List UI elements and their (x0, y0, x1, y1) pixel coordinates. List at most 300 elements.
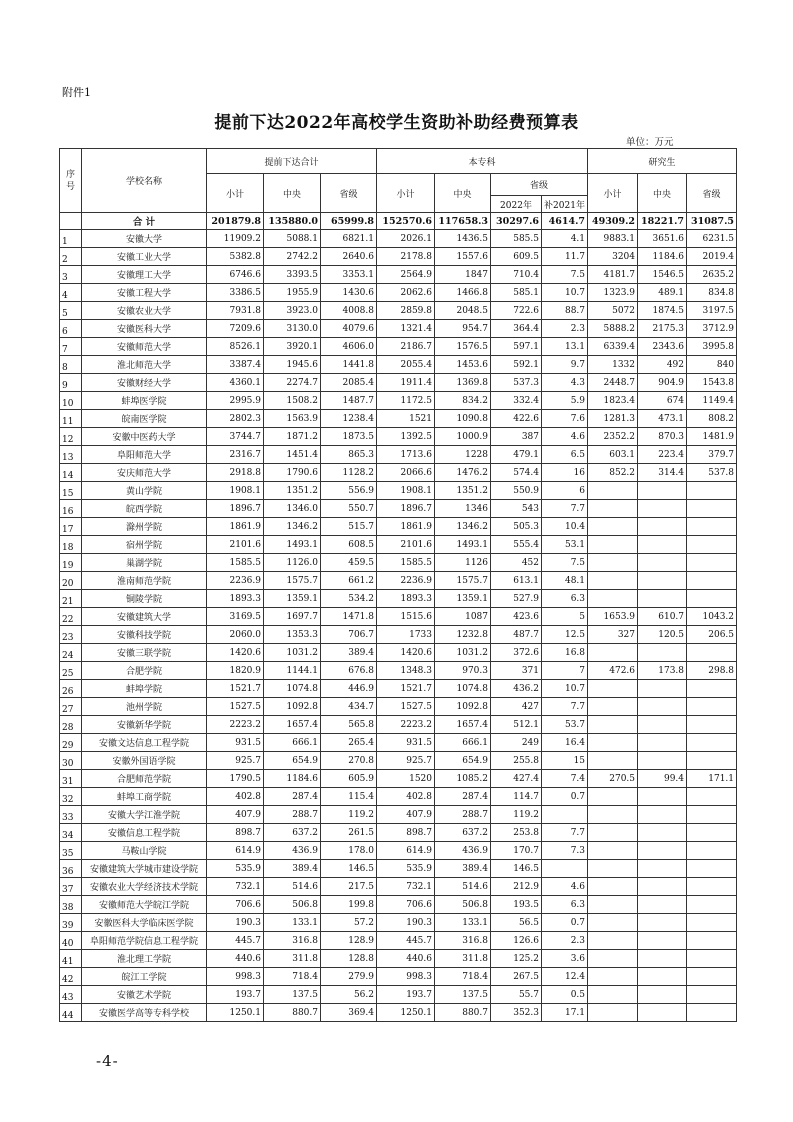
value-cell (687, 860, 737, 878)
school-name: 安徽大学 (82, 230, 207, 248)
value-cell: 1348.3 (377, 662, 435, 680)
value-cell: 427.4 (491, 770, 542, 788)
row-index: 4 (60, 284, 82, 302)
value-cell: 1520 (377, 770, 435, 788)
value-cell (638, 950, 687, 968)
value-cell: 1575.7 (435, 572, 491, 590)
value-cell (588, 842, 638, 860)
value-cell: 3204 (588, 248, 638, 266)
table-row (60, 392, 737, 410)
row-index: 10 (60, 392, 82, 410)
value-cell (687, 680, 737, 698)
value-cell: 5.9 (542, 392, 588, 410)
value-cell: 1250.1 (207, 1004, 264, 1022)
value-cell: 2186.7 (377, 338, 435, 356)
value-cell: 114.7 (491, 788, 542, 806)
value-cell: 267.5 (491, 968, 542, 986)
value-cell: 718.4 (435, 968, 491, 986)
value-cell (687, 644, 737, 662)
value-cell (542, 860, 588, 878)
value-cell: 379.7 (687, 446, 737, 464)
value-cell: 954.7 (435, 320, 491, 338)
row-index: 11 (60, 410, 82, 428)
value-cell (687, 824, 737, 842)
value-cell: 369.4 (321, 1004, 377, 1022)
value-cell: 128.8 (321, 950, 377, 968)
value-cell: 6.3 (542, 590, 588, 608)
value-cell: 931.5 (377, 734, 435, 752)
value-cell: 1861.9 (377, 518, 435, 536)
value-cell: 1090.8 (435, 410, 491, 428)
value-cell: 2062.6 (377, 284, 435, 302)
value-cell: 555.4 (491, 536, 542, 554)
value-cell: 2918.8 (207, 464, 264, 482)
table-row (60, 860, 737, 878)
value-cell: 427 (491, 698, 542, 716)
value-cell: 0.5 (542, 986, 588, 1004)
table-row (60, 806, 737, 824)
value-cell: 2175.3 (638, 320, 687, 338)
value-cell (638, 1004, 687, 1022)
value-cell: 7.5 (542, 554, 588, 572)
value-cell: 506.8 (435, 896, 491, 914)
value-cell: 389.4 (435, 860, 491, 878)
value-cell (687, 986, 737, 1004)
value-cell (588, 932, 638, 950)
value-cell (588, 572, 638, 590)
value-cell: 7931.8 (207, 302, 264, 320)
value-cell: 364.4 (491, 320, 542, 338)
value-cell (588, 698, 638, 716)
value-cell: 585.5 (491, 230, 542, 248)
school-name: 皖南医学院 (82, 410, 207, 428)
value-cell: 537.8 (687, 464, 737, 482)
value-cell: 440.6 (207, 950, 264, 968)
row-index: 23 (60, 626, 82, 644)
school-name: 安徽信息工程学院 (82, 824, 207, 842)
value-cell: 1521.7 (377, 680, 435, 698)
value-cell: 133.1 (264, 914, 321, 932)
value-cell (638, 482, 687, 500)
row-index: 22 (60, 608, 82, 626)
value-cell: 1441.8 (321, 356, 377, 374)
value-cell: 288.7 (264, 806, 321, 824)
value-cell: 15 (542, 752, 588, 770)
value-cell: 249 (491, 734, 542, 752)
value-cell: 402.8 (377, 788, 435, 806)
value-cell: 1321.4 (377, 320, 435, 338)
total-cell: 135880.0 (264, 213, 321, 230)
table-row (60, 374, 737, 392)
table-row (60, 482, 737, 500)
school-name: 蚌埠工商学院 (82, 788, 207, 806)
value-cell: 298.8 (687, 662, 737, 680)
value-cell: 1149.4 (687, 392, 737, 410)
value-cell: 489.1 (638, 284, 687, 302)
table-row (60, 590, 737, 608)
table-row (60, 878, 737, 896)
row-index: 12 (60, 428, 82, 446)
row-index: 14 (60, 464, 82, 482)
school-name: 安徽文达信息工程学院 (82, 734, 207, 752)
row-index: 18 (60, 536, 82, 554)
header-total-subtotal: 小计 (207, 174, 264, 213)
row-index: 13 (60, 446, 82, 464)
value-cell: 279.9 (321, 968, 377, 986)
value-cell: 609.5 (491, 248, 542, 266)
value-cell: 1487.7 (321, 392, 377, 410)
value-cell: 137.5 (264, 986, 321, 1004)
value-cell: 2236.9 (377, 572, 435, 590)
row-index: 43 (60, 986, 82, 1004)
row-index: 44 (60, 1004, 82, 1022)
value-cell: 3651.6 (638, 230, 687, 248)
value-cell: 610.7 (638, 608, 687, 626)
value-cell: 592.1 (491, 356, 542, 374)
school-name: 安徽医科大学临床医学院 (82, 914, 207, 932)
value-cell: 1074.8 (264, 680, 321, 698)
value-cell: 270.5 (588, 770, 638, 788)
value-cell: 436.9 (264, 842, 321, 860)
value-cell: 11.7 (542, 248, 588, 266)
school-name: 安徽医学高等专科学校 (82, 1004, 207, 1022)
value-cell: 706.6 (377, 896, 435, 914)
table-row (60, 230, 737, 248)
value-cell: 473.1 (638, 410, 687, 428)
value-cell: 487.7 (491, 626, 542, 644)
value-cell: 223.4 (638, 446, 687, 464)
value-cell: 3387.4 (207, 356, 264, 374)
value-cell: 389.4 (264, 860, 321, 878)
value-cell: 2066.6 (377, 464, 435, 482)
value-cell: 4079.6 (321, 320, 377, 338)
value-cell: 4008.8 (321, 302, 377, 320)
value-cell: 1543.8 (687, 374, 737, 392)
value-cell: 1908.1 (207, 482, 264, 500)
value-cell: 970.3 (435, 662, 491, 680)
value-cell: 17.1 (542, 1004, 588, 1022)
table-row (60, 608, 737, 626)
value-cell: 99.4 (638, 770, 687, 788)
total-cell: 152570.6 (377, 213, 435, 230)
value-cell (588, 824, 638, 842)
value-cell: 88.7 (542, 302, 588, 320)
school-name: 阜阳师范学院信息工程学院 (82, 932, 207, 950)
value-cell: 1521.7 (207, 680, 264, 698)
value-cell: 445.7 (377, 932, 435, 950)
table-row (60, 698, 737, 716)
budget-table (59, 148, 737, 1022)
value-cell: 505.3 (491, 518, 542, 536)
value-cell (638, 554, 687, 572)
value-cell (588, 968, 638, 986)
value-cell: 1790.5 (207, 770, 264, 788)
value-cell: 206.5 (687, 626, 737, 644)
value-cell: 3353.1 (321, 266, 377, 284)
value-cell: 535.9 (207, 860, 264, 878)
value-cell: 1945.6 (264, 356, 321, 374)
header-index: 序 号 (60, 149, 82, 213)
row-index: 32 (60, 788, 82, 806)
value-cell: 2564.9 (377, 266, 435, 284)
value-cell: 7.6 (542, 410, 588, 428)
value-cell: 7.5 (542, 266, 588, 284)
value-cell: 119.2 (491, 806, 542, 824)
value-cell: 1893.3 (207, 590, 264, 608)
value-cell: 2274.7 (264, 374, 321, 392)
value-cell: 1420.6 (207, 644, 264, 662)
value-cell: 422.6 (491, 410, 542, 428)
value-cell: 1585.5 (207, 554, 264, 572)
value-cell: 1353.3 (264, 626, 321, 644)
value-cell: 8526.1 (207, 338, 264, 356)
value-cell: 1172.5 (377, 392, 435, 410)
value-cell: 287.4 (264, 788, 321, 806)
value-cell: 9883.1 (588, 230, 638, 248)
table-row (60, 464, 737, 482)
value-cell: 3712.9 (687, 320, 737, 338)
value-cell (687, 500, 737, 518)
value-cell: 1074.8 (435, 680, 491, 698)
value-cell: 1563.9 (264, 410, 321, 428)
value-cell: 1733 (377, 626, 435, 644)
value-cell: 1521 (377, 410, 435, 428)
value-cell: 217.5 (321, 878, 377, 896)
value-cell: 1126.0 (264, 554, 321, 572)
value-cell: 565.8 (321, 716, 377, 734)
row-index: 36 (60, 860, 82, 878)
value-cell: 314.4 (638, 464, 687, 482)
school-name: 淮南师范学院 (82, 572, 207, 590)
school-name: 安徽大学江淮学院 (82, 806, 207, 824)
value-cell: 556.9 (321, 482, 377, 500)
value-cell: 3.6 (542, 950, 588, 968)
value-cell: 2448.7 (588, 374, 638, 392)
table-row (60, 734, 737, 752)
header-year-2022: 2022年 (491, 196, 542, 213)
table-row (60, 428, 737, 446)
value-cell: 1359.1 (264, 590, 321, 608)
value-cell: 190.3 (377, 914, 435, 932)
school-name: 滁州学院 (82, 518, 207, 536)
table-row (60, 770, 737, 788)
header-group-grad: 研究生 (588, 149, 737, 174)
value-cell: 4.1 (542, 230, 588, 248)
value-cell: 1332 (588, 356, 638, 374)
school-name: 阜阳师范大学 (82, 446, 207, 464)
value-cell (687, 788, 737, 806)
school-name: 马鞍山学院 (82, 842, 207, 860)
value-cell: 4360.1 (207, 374, 264, 392)
value-cell: 834.8 (687, 284, 737, 302)
value-cell: 170.7 (491, 842, 542, 860)
value-cell: 1653.9 (588, 608, 638, 626)
value-cell: 6746.6 (207, 266, 264, 284)
value-cell (638, 518, 687, 536)
value-cell: 506.8 (264, 896, 321, 914)
value-cell: 7 (542, 662, 588, 680)
value-cell: 898.7 (377, 824, 435, 842)
value-cell: 585.1 (491, 284, 542, 302)
school-name: 池州学院 (82, 698, 207, 716)
value-cell: 1896.7 (377, 500, 435, 518)
value-cell: 1873.5 (321, 428, 377, 446)
row-index: 34 (60, 824, 82, 842)
value-cell: 11909.2 (207, 230, 264, 248)
value-cell: 1250.1 (377, 1004, 435, 1022)
header-ug-central: 中央 (435, 174, 491, 213)
value-cell: 865.3 (321, 446, 377, 464)
value-cell: 126.6 (491, 932, 542, 950)
value-cell: 1697.7 (264, 608, 321, 626)
value-cell (588, 914, 638, 932)
value-cell: 1515.6 (377, 608, 435, 626)
value-cell: 16.4 (542, 734, 588, 752)
value-cell: 316.8 (435, 932, 491, 950)
value-cell: 2085.4 (321, 374, 377, 392)
value-cell (588, 734, 638, 752)
value-cell: 1657.4 (264, 716, 321, 734)
table-row (60, 356, 737, 374)
row-index: 17 (60, 518, 82, 536)
value-cell: 1436.5 (435, 230, 491, 248)
value-cell: 3923.0 (264, 302, 321, 320)
value-cell: 2055.4 (377, 356, 435, 374)
school-name: 安徽外国语学院 (82, 752, 207, 770)
table-row (60, 518, 737, 536)
value-cell: 9.7 (542, 356, 588, 374)
header-grad-central: 中央 (638, 174, 687, 213)
value-cell: 1823.4 (588, 392, 638, 410)
value-cell: 1392.5 (377, 428, 435, 446)
value-cell: 119.2 (321, 806, 377, 824)
value-cell: 543 (491, 500, 542, 518)
table-row (60, 752, 737, 770)
value-cell (588, 950, 638, 968)
value-cell: 423.6 (491, 608, 542, 626)
value-cell: 288.7 (435, 806, 491, 824)
school-name: 皖江工学院 (82, 968, 207, 986)
value-cell: 1820.9 (207, 662, 264, 680)
value-cell: 550.9 (491, 482, 542, 500)
value-cell: 1527.5 (377, 698, 435, 716)
value-cell: 852.2 (588, 464, 638, 482)
table-row (60, 914, 737, 932)
value-cell: 1493.1 (264, 536, 321, 554)
value-cell: 0.7 (542, 914, 588, 932)
value-cell: 514.6 (435, 878, 491, 896)
school-name: 安徽中医药大学 (82, 428, 207, 446)
value-cell: 550.7 (321, 500, 377, 518)
value-cell: 1092.8 (435, 698, 491, 716)
value-cell: 654.9 (264, 752, 321, 770)
value-cell (638, 968, 687, 986)
value-cell: 904.9 (638, 374, 687, 392)
value-cell: 452 (491, 554, 542, 572)
value-cell (588, 590, 638, 608)
value-cell: 6339.4 (588, 338, 638, 356)
value-cell (687, 716, 737, 734)
value-cell: 1453.6 (435, 356, 491, 374)
value-cell: 270.8 (321, 752, 377, 770)
value-cell: 3393.5 (264, 266, 321, 284)
row-index: 33 (60, 806, 82, 824)
value-cell: 4181.7 (588, 266, 638, 284)
value-cell: 676.8 (321, 662, 377, 680)
value-cell: 6231.5 (687, 230, 737, 248)
row-index: 37 (60, 878, 82, 896)
value-cell: 6.3 (542, 896, 588, 914)
value-cell (588, 716, 638, 734)
table-row (60, 824, 737, 842)
value-cell: 1585.5 (377, 554, 435, 572)
school-name: 安徽财经大学 (82, 374, 207, 392)
table-row (60, 950, 737, 968)
value-cell: 311.8 (435, 950, 491, 968)
value-cell: 603.1 (588, 446, 638, 464)
value-cell: 1232.8 (435, 626, 491, 644)
value-cell (638, 932, 687, 950)
value-cell: 255.8 (491, 752, 542, 770)
table-row (60, 932, 737, 950)
value-cell: 6.5 (542, 446, 588, 464)
value-cell: 2060.0 (207, 626, 264, 644)
value-cell: 7.7 (542, 824, 588, 842)
value-cell: 1346.2 (435, 518, 491, 536)
value-cell (588, 500, 638, 518)
value-cell: 2640.6 (321, 248, 377, 266)
school-name: 安徽工程大学 (82, 284, 207, 302)
table-row (60, 968, 737, 986)
value-cell: 10.7 (542, 284, 588, 302)
row-index: 21 (60, 590, 82, 608)
value-cell: 2802.3 (207, 410, 264, 428)
row-index: 20 (60, 572, 82, 590)
value-cell: 1031.2 (435, 644, 491, 662)
table-row (60, 986, 737, 1004)
school-name: 安庆师范大学 (82, 464, 207, 482)
table-row (60, 284, 737, 302)
value-cell: 870.3 (638, 428, 687, 446)
value-cell: 5072 (588, 302, 638, 320)
value-cell: 125.2 (491, 950, 542, 968)
value-cell: 2.3 (542, 932, 588, 950)
value-cell: 2101.6 (377, 536, 435, 554)
row-index: 24 (60, 644, 82, 662)
school-name: 蚌埠学院 (82, 680, 207, 698)
value-cell: 808.2 (687, 410, 737, 428)
table-row (60, 320, 737, 338)
value-cell: 173.8 (638, 662, 687, 680)
school-name: 蚌埠医学院 (82, 392, 207, 410)
row-index: 15 (60, 482, 82, 500)
school-name: 安徽建筑大学城市建设学院 (82, 860, 207, 878)
value-cell (687, 734, 737, 752)
value-cell: 710.4 (491, 266, 542, 284)
value-cell: 1451.4 (264, 446, 321, 464)
value-cell (687, 482, 737, 500)
value-cell (687, 554, 737, 572)
value-cell: 472.6 (588, 662, 638, 680)
table-row (60, 626, 737, 644)
value-cell: 2.3 (542, 320, 588, 338)
value-cell: 1144.1 (264, 662, 321, 680)
value-cell: 1871.2 (264, 428, 321, 446)
value-cell: 3130.0 (264, 320, 321, 338)
value-cell: 10.7 (542, 680, 588, 698)
value-cell: 2635.2 (687, 266, 737, 284)
school-name: 安徽建筑大学 (82, 608, 207, 626)
